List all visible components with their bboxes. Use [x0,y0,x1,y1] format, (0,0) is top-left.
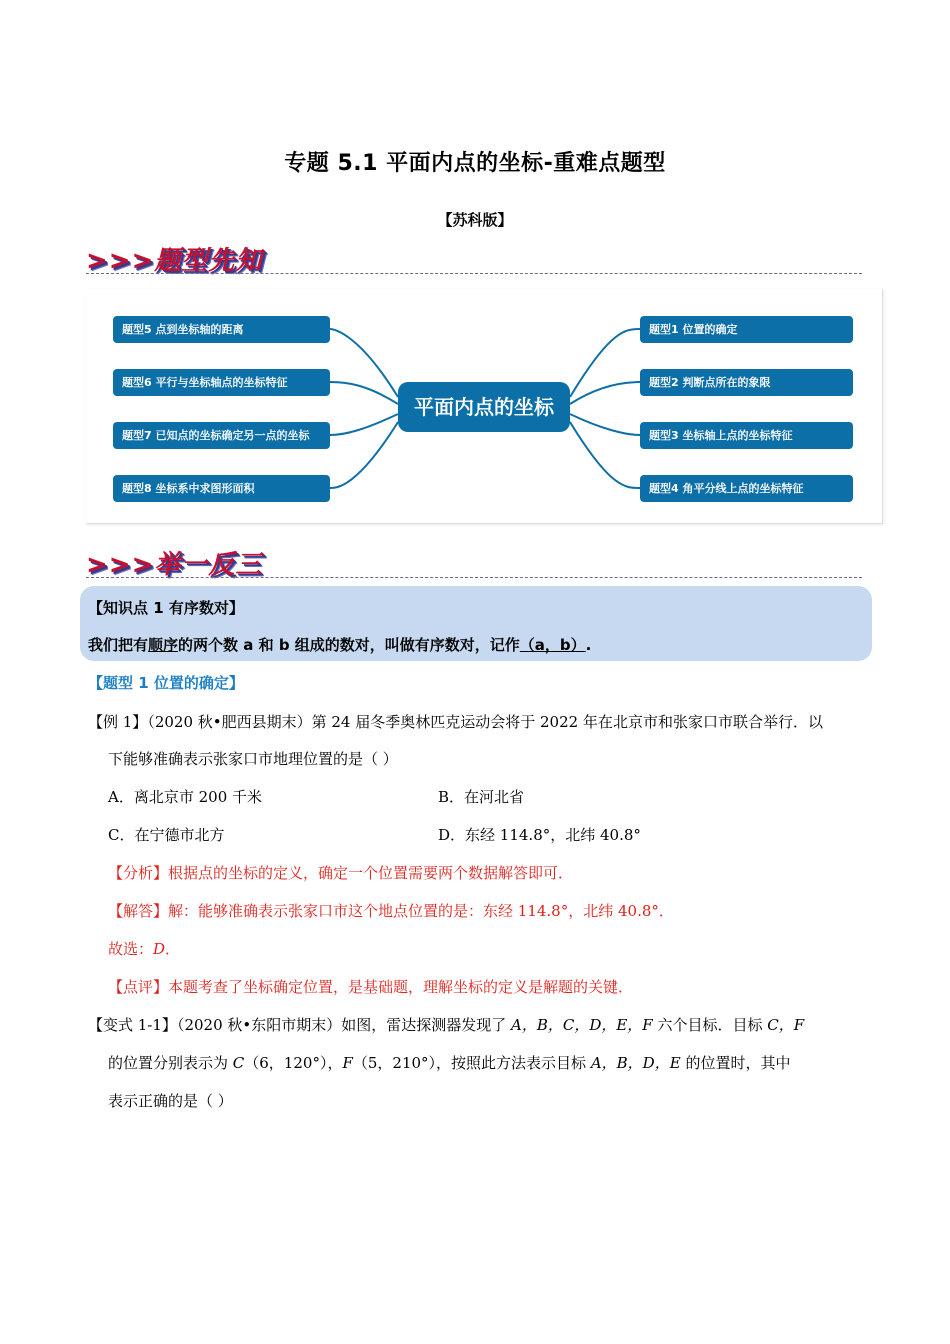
mind-map [86,289,883,524]
option-a: A．离北京市 200 千米 [108,788,262,806]
variant-line2: 的位置分别表示为 C（6，120°），F（5，210°），按照此方法表示目标 A，B，D，E 的位置时，其中 [108,1054,791,1072]
mindmap-node-type6: 题型6 平行与坐标轴点的坐标特征 [113,369,330,396]
option-d: D．东经 114.8°，北纬 40.8° [438,826,641,844]
question-type-heading: 【题型 1 位置的确定】 [88,674,244,692]
mindmap-node-type4: 题型4 角平分线上点的坐标特征 [640,475,853,502]
option-b: B．在河北省 [438,788,525,806]
mindmap-node-type2: 题型2 判断点所在的象限 [640,369,853,396]
banner-question-types-preview: >>>题型先知 [86,246,263,276]
mindmap-node-type7: 题型7 已知点的坐标确定另一点的坐标 [113,422,330,449]
connector-right-4 [570,422,640,488]
solution-line: 【解答】解：能够准确表示张家口市这个地点位置的是：东经 114.8°，北纬 40.8°． [108,902,674,920]
connector-left-2 [330,382,398,404]
example1-line2: 下能够准确表示张家口市地理位置的是（ ） [108,750,398,768]
mindmap-node-type1: 题型1 位置的确定 [640,316,853,343]
connector-right-3 [570,414,640,435]
choice-line: 故选：D． [108,940,181,958]
variant-line1: 【变式 1-1】（2020 秋•东阳市期末）如图，雷达探测器发现了 A，B，C，D，E，F 六个目标．目标 C，F [88,1016,805,1034]
variant-line3: 表示正确的是（ ） [108,1092,233,1110]
knowledge-title: 【知识点 1 有序数对】 [88,599,244,617]
ordered-pair-notation: （a，b） [519,636,586,654]
divider [86,577,862,578]
mindmap-node-type5: 题型5 点到坐标轴的距离 [113,316,330,343]
connector-left-3 [330,414,398,435]
connector-left-4 [330,422,398,488]
mindmap-center: 平面内点的坐标 [398,382,570,432]
keyword-order: 顺序 [148,636,179,654]
option-c: C．在宁德市北方 [108,826,225,844]
example1-line1: 【例 1】（2020 秋•肥西县期末）第 24 届冬季奥林匹克运动会将于 2022 年在北京市和张家口市联合举行．以 [88,713,823,731]
comment-line: 【点评】本题考查了坐标确定位置，是基础题，理解坐标的定义是解题的关键． [108,978,634,996]
knowledge-body: 我们把有顺序的两个数 a 和 b 组成的数对，叫做有序数对，记作（a，b）. [88,636,592,654]
analysis-line: 【分析】根据点的坐标的定义，确定一个位置需要两个数据解答即可． [108,864,574,882]
mindmap-node-type3: 题型3 坐标轴上点的坐标特征 [640,422,853,449]
edition-label: 【苏科版】 [437,211,513,229]
divider [86,273,862,274]
page-title: 专题 5.1 平面内点的坐标-重难点题型 [284,151,666,176]
mindmap-node-type8: 题型8 坐标系中求图形面积 [113,475,330,502]
banner-practice: >>>举一反三 [86,550,263,580]
connector-right-2 [570,382,640,404]
